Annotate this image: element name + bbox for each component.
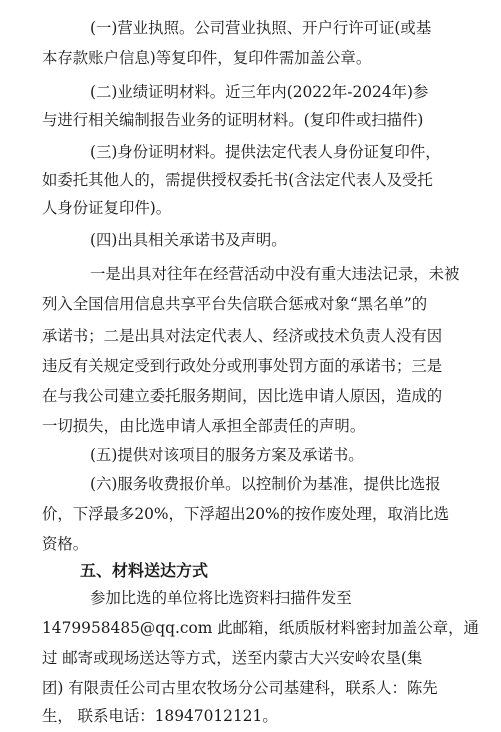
- text-line: 一是出具对往年在经营活动中没有重大违法记录，未被: [90, 265, 460, 283]
- text-line: 1479958485@qq.com 此邮箱，纸质版材料密封加盖公章，通: [42, 619, 479, 637]
- text-line: (六)服务收费报价单。以控制价为基准，提供比选报: [90, 475, 441, 493]
- text-line: (一)营业执照。公司营业执照、开户行许可证(或基: [90, 19, 432, 37]
- text-line: 违反有关规定受到行政处分或刑事处罚方面的承诺书；三是: [42, 357, 443, 375]
- text-line: (二)业绩证明材料。近三年内(2022年-2024年)参: [90, 83, 429, 101]
- text-line: 团) 有限责任公司古里农牧场分公司基建科，联系人：陈先: [42, 679, 438, 697]
- text-line: 如委托其他人的，需提供授权委托书(含法定代表人及受托: [42, 171, 433, 189]
- section-title: 五、材料送达方式: [80, 561, 209, 580]
- text-line: (五)提供对该项目的服务方案及承诺书。: [90, 446, 364, 464]
- text-line: 本存款账户信息)等复印件，复印件需加盖公章。: [42, 49, 372, 67]
- text-line: (四)出具相关承诺书及声明。: [90, 231, 287, 249]
- text-line: 与进行相关编制报告业务的证明材料。(复印件或扫描件): [42, 111, 424, 129]
- text-line: 资格。: [42, 535, 89, 553]
- text-line: 列入全国信用信息共享平台失信联合惩戒对象“黑名单”的: [42, 295, 428, 313]
- text-line: 承诺书；二是出具对法定代表人、经济或技术负责人没有因: [42, 327, 443, 345]
- text-line: 一切损失，由比选申请人承担全部责任的声明。: [42, 417, 366, 435]
- text-line: 参加比选的单位将比选资料扫描件发至: [90, 589, 352, 607]
- text-line: 生， 联系电话：18947012121。: [42, 707, 278, 725]
- text-line: 在与我公司建立委托服务期间，因比选申请人原因，造成的: [42, 387, 443, 405]
- text-line: 过 邮寄或现场送达等方式，送至内蒙古大兴安岭农垦(集: [42, 649, 423, 667]
- text-line: (三)身份证明材料。提供法定代表人身份证复印件，: [90, 143, 441, 161]
- text-line: 人身份证复印件)。: [42, 199, 172, 217]
- text-line: 价，下浮最多20%，下浮超出20%的按作废处理，取消比选: [42, 505, 450, 523]
